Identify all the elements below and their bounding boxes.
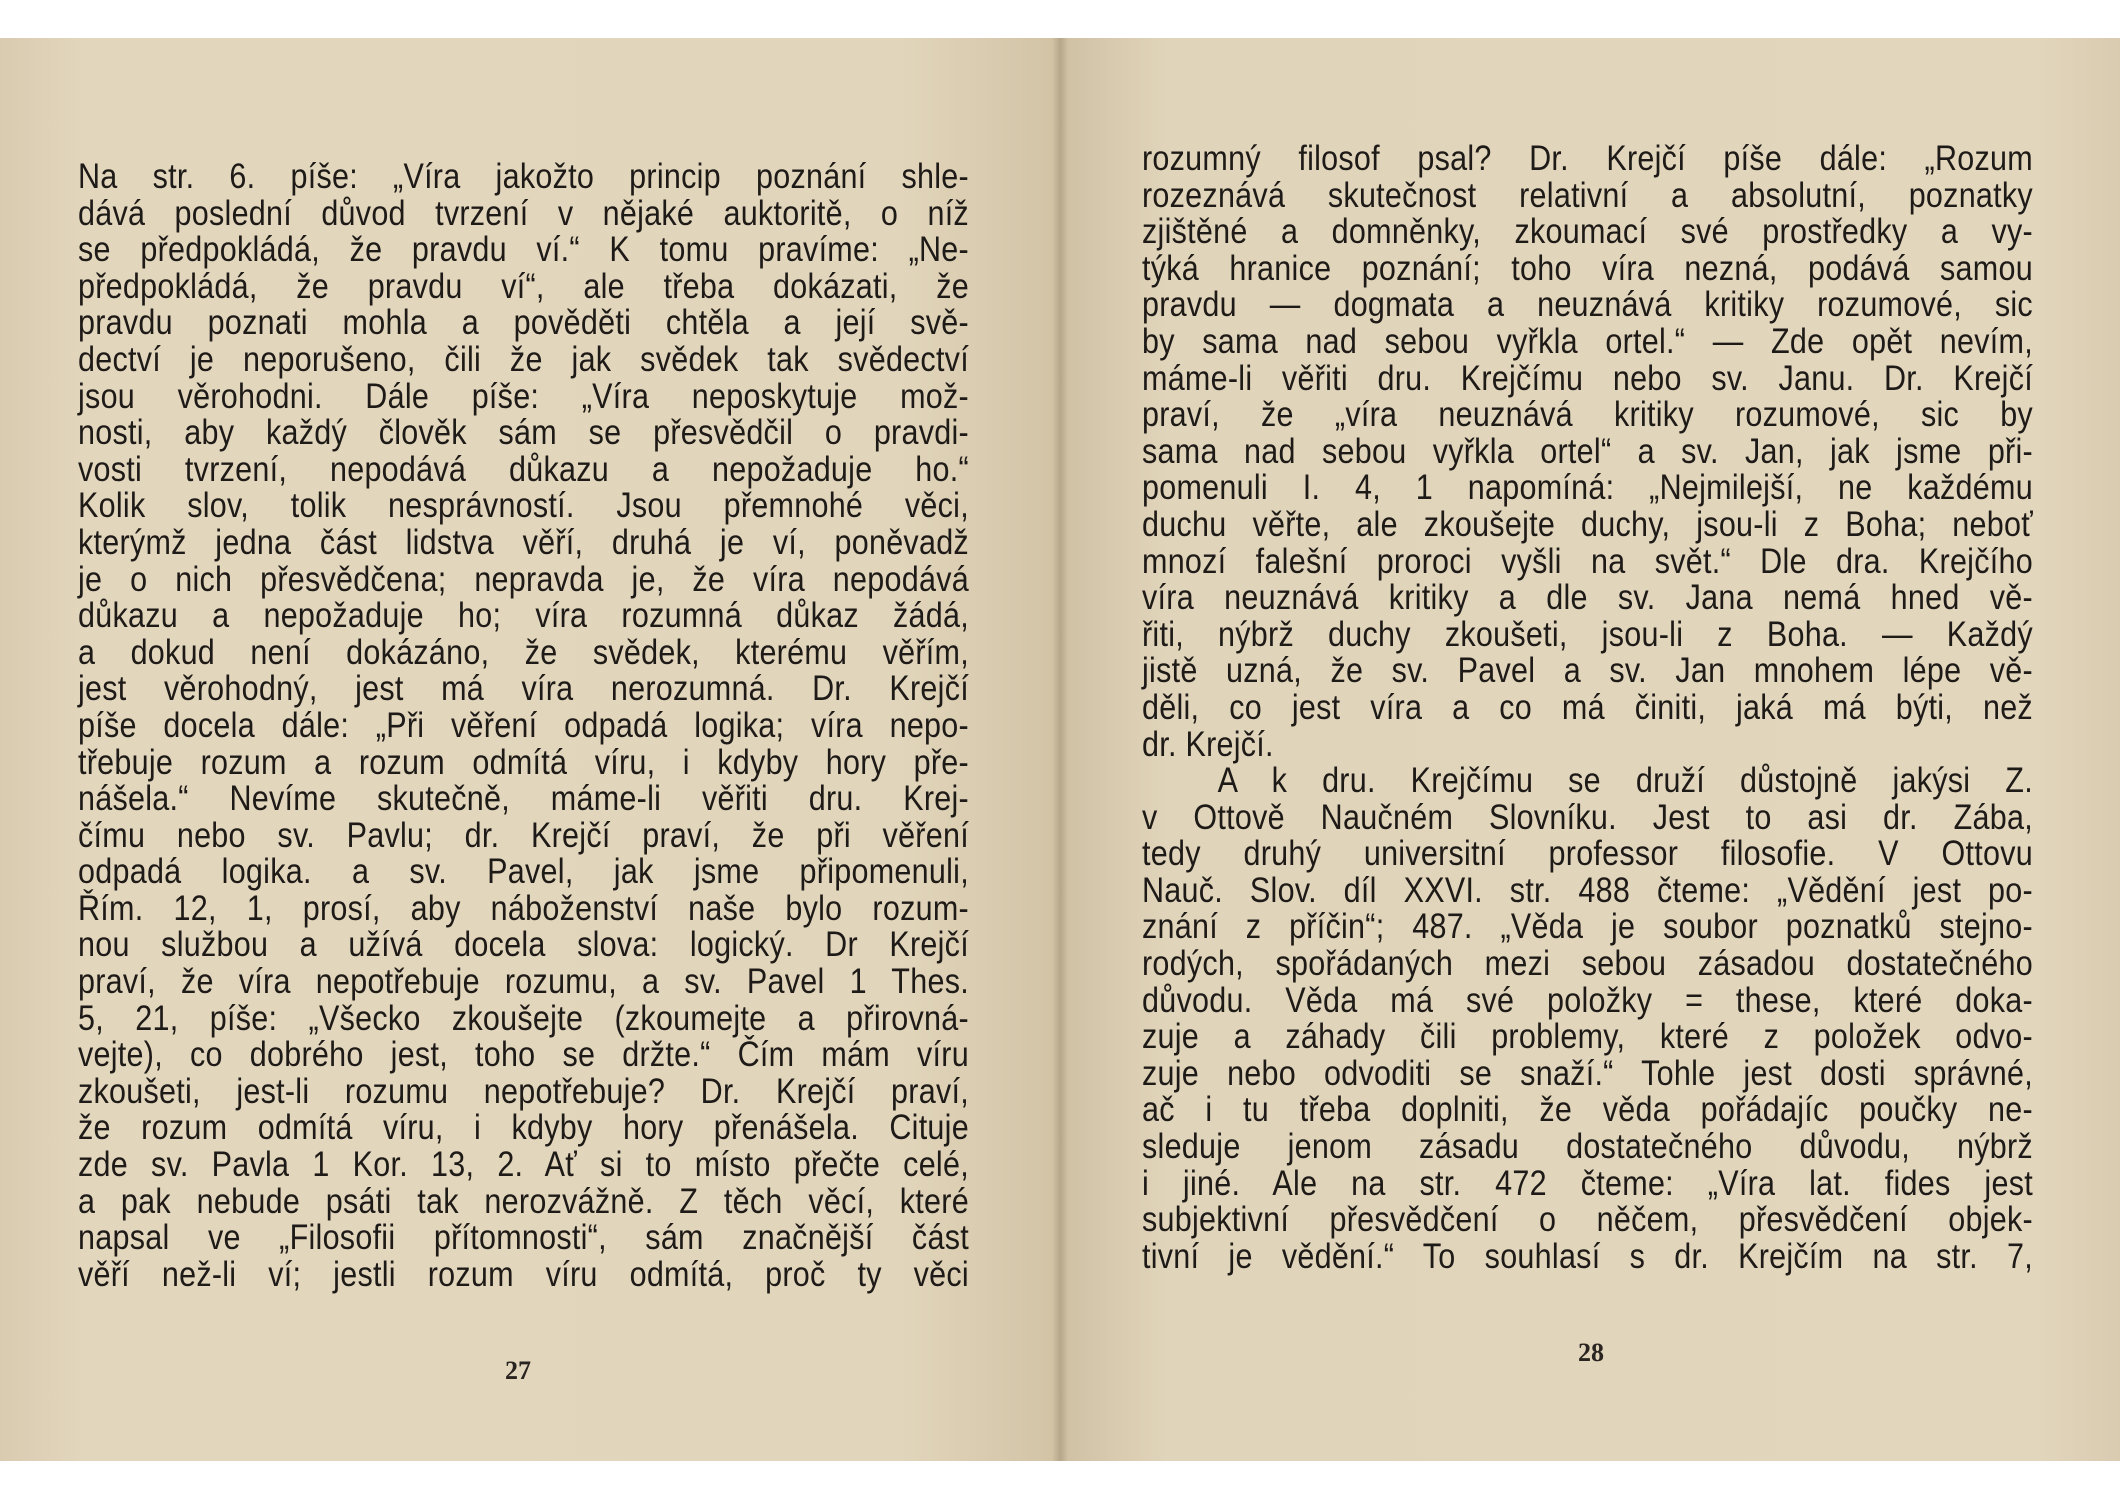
text-line: pomenuli I. 4, 1 napomíná: „Nejmilejší, ne každému <box>1142 467 2033 508</box>
text-line: pravdu poznati mohla a pověděti chtěla a její svě- <box>78 302 969 343</box>
page-number-right: 28 <box>1578 1338 1604 1367</box>
text-line: dectví je neporušeno, čili že jak svědek tak svědectví <box>78 338 969 379</box>
text-line: že rozum odmítá víru, i kdyby hory přenášela. Cituje <box>78 1107 969 1148</box>
text-line: 5, 21, píše: „Všecko zkoušejte (zkoumejte a přirovná- <box>78 997 969 1038</box>
text-line: tivní je vědění.“ To souhlasí s dr. Krejčím na str. 7, <box>1142 1235 2033 1276</box>
text-line: Nauč. Slov. díl XXVI. str. 488 čteme: „Vědění jest po- <box>1142 869 2033 910</box>
text-line: dává poslední důvod tvrzení v nějaké auktoritě, o níž <box>78 192 969 233</box>
text-line: děli, co jest víra a co má činiti, jaká má býti, než <box>1142 686 2033 727</box>
text-line: napsal ve „Filosofii přítomnosti“, sám značnější část <box>78 1217 969 1258</box>
text-line: Řím. 12, 1, prosí, aby náboženství naše bylo rozum- <box>78 887 969 928</box>
right-page-text <box>1142 140 2033 1274</box>
text-line: týká hranice poznání; toho víra nezná, podává samou <box>1142 247 2033 288</box>
text-line: věří než-li ví; jestli rozum víru odmítá, proč ty věci <box>78 1253 969 1294</box>
text-line: dr. Krejčí. <box>1142 723 1274 764</box>
text-line: kterýmž jedna část lidstva věří, druhá je ví, poněvadž <box>78 521 969 562</box>
text-line: předpokládá, že pravdu ví“, ale třeba dokázati, že <box>78 265 969 306</box>
text-line: zjištěné a domněnky, zkoumací své prostředky a vy- <box>1142 211 2033 252</box>
text-line: rodých, spořádaných mezi sebou zásadou dostatečného <box>1142 943 2033 984</box>
text-line: znání z příčin“; 487. „Věda je soubor poznatků stejno- <box>1142 906 2033 947</box>
text-line: by sama nad sebou vyřkla ortel.“ — Zde opět nevím, <box>1142 320 2033 361</box>
text-line: jistě uzná, že sv. Pavel a sv. Jan mnohem lépe vě- <box>1142 650 2033 691</box>
text-line: Kolik slov, tolik nesprávností. Jsou přemnohé věci, <box>78 485 969 526</box>
text-line: v Ottově Naučném Slovníku. Jest to asi dr. Zába, <box>1142 796 2033 837</box>
left-page <box>0 38 1060 1461</box>
text-line: Na str. 6. píše: „Víra jakožto princip poznání shle- <box>78 156 969 196</box>
text-line: vosti tvrzení, nepodává důkazu a nepožaduje ho.“ <box>78 448 969 489</box>
text-line: se předpokládá, že pravdu ví.“ K tomu pravíme: „Ne- <box>78 229 969 270</box>
book-gutter <box>1052 38 1068 1461</box>
text-line: zuje a záhady čili problemy, které z položek odvo- <box>1142 1016 2033 1057</box>
text-line: sama nad sebou vyřkla ortel“ a sv. Jan, jak jsme při- <box>1142 430 2033 471</box>
text-line: mnozí falešní proroci vyšli na svět.“ Dle dra. Krejčího <box>1142 540 2033 581</box>
text-line: nášela.“ Nevíme skutečně, máme-li věřiti dru. Krej- <box>78 778 969 819</box>
text-line: řiti, nýbrž duchy zkoušeti, jsou-li z Boha. — Každý <box>1142 613 2033 654</box>
text-line: odpadá logika. a sv. Pavel, jak jsme připomenuli, <box>78 851 969 892</box>
text-line: píše docela dále: „Při věření odpadá logika; víra nepo- <box>78 704 969 745</box>
right-page <box>1060 38 2120 1461</box>
text-line: čímu nebo sv. Pavlu; dr. Krejčí praví, že při věření <box>78 814 969 855</box>
text-line: víra neuznává kritiky a dle sv. Jana nemá hned vě- <box>1142 577 2033 618</box>
text-line: tedy druhý universitní professor filosofie. V Ottovu <box>1142 833 2033 874</box>
text-line: je o nich přesvědčena; nepravda je, že víra nepodává <box>78 558 969 599</box>
text-line: pravdu — dogmata a neuznává kritiky rozumové, sic <box>1142 284 2033 325</box>
page-number-left: 27 <box>505 1356 531 1385</box>
text-line: nosti, aby každý člověk sám se přesvědčil o pravdi- <box>78 412 969 453</box>
text-line: zde sv. Pavla 1 Kor. 13, 2. Ať si to místo přečte celé, <box>78 1144 969 1185</box>
text-line: rozeznává skutečnost relativní a absolutní, poznatky <box>1142 174 2033 215</box>
left-page-text <box>78 158 969 1292</box>
text-line: důvodu. Věda má své položky = these, které doka- <box>1142 979 2033 1020</box>
text-line: nou službou a užívá docela slova: logický. Dr Krejčí <box>78 924 969 965</box>
text-line: duchu věřte, ale zkoušejte duchy, jsou-li z Boha; neboť <box>1142 503 2033 544</box>
text-line: jest věrohodný, jest má víra nerozumná. Dr. Krejčí <box>78 668 969 709</box>
text-line: jsou věrohodni. Dále píše: „Víra neposkytuje mož- <box>78 375 969 416</box>
text-line: subjektivní přesvědčení o něčem, přesvědčení objek- <box>1142 1199 2033 1240</box>
text-line: sleduje jenom zásadu dostatečného důvodu, nýbrž <box>1142 1126 2033 1167</box>
text-line: A k dru. Krejčímu se druží důstojně jakýsi Z. <box>1217 760 2033 801</box>
text-line: zuje nebo odvoditi se snaží.“ Tohle jest dosti správné, <box>1142 1052 2033 1093</box>
text-line: máme-li věřiti dru. Krejčímu nebo sv. Janu. Dr. Krejčí <box>1142 357 2033 398</box>
text-line: a dokud není dokázáno, že svědek, kterému věřím, <box>78 631 969 672</box>
text-line: praví, že „víra neuznává kritiky rozumové, sic by <box>1142 394 2033 435</box>
text-line: ač i tu třeba doplniti, že věda pořádajíc poučky ne- <box>1142 1089 2033 1130</box>
text-line: rozumný filosof psal? Dr. Krejčí píše dále: „Rozum <box>1142 138 2033 178</box>
text-line: důkazu a nepožaduje ho; víra rozumná důkaz žádá, <box>78 595 969 636</box>
text-line: a pak nebude psáti tak nerozvážně. Z těch věcí, které <box>78 1180 969 1221</box>
text-line: zkoušeti, jest-li rozumu nepotřebuje? Dr. Krejčí praví, <box>78 1070 969 1111</box>
text-line: třebuje rozum a rozum odmítá víru, i kdyby hory pře- <box>78 741 969 782</box>
text-line: vejte), co dobrého jest, toho se držte.“ Čím mám víru <box>78 1034 969 1075</box>
text-line: praví, že víra nepotřebuje rozumu, a sv. Pavel 1 Thes. <box>78 961 969 1002</box>
text-line: i jiné. Ale na str. 472 čteme: „Víra lat. fides jest <box>1142 1162 2033 1203</box>
